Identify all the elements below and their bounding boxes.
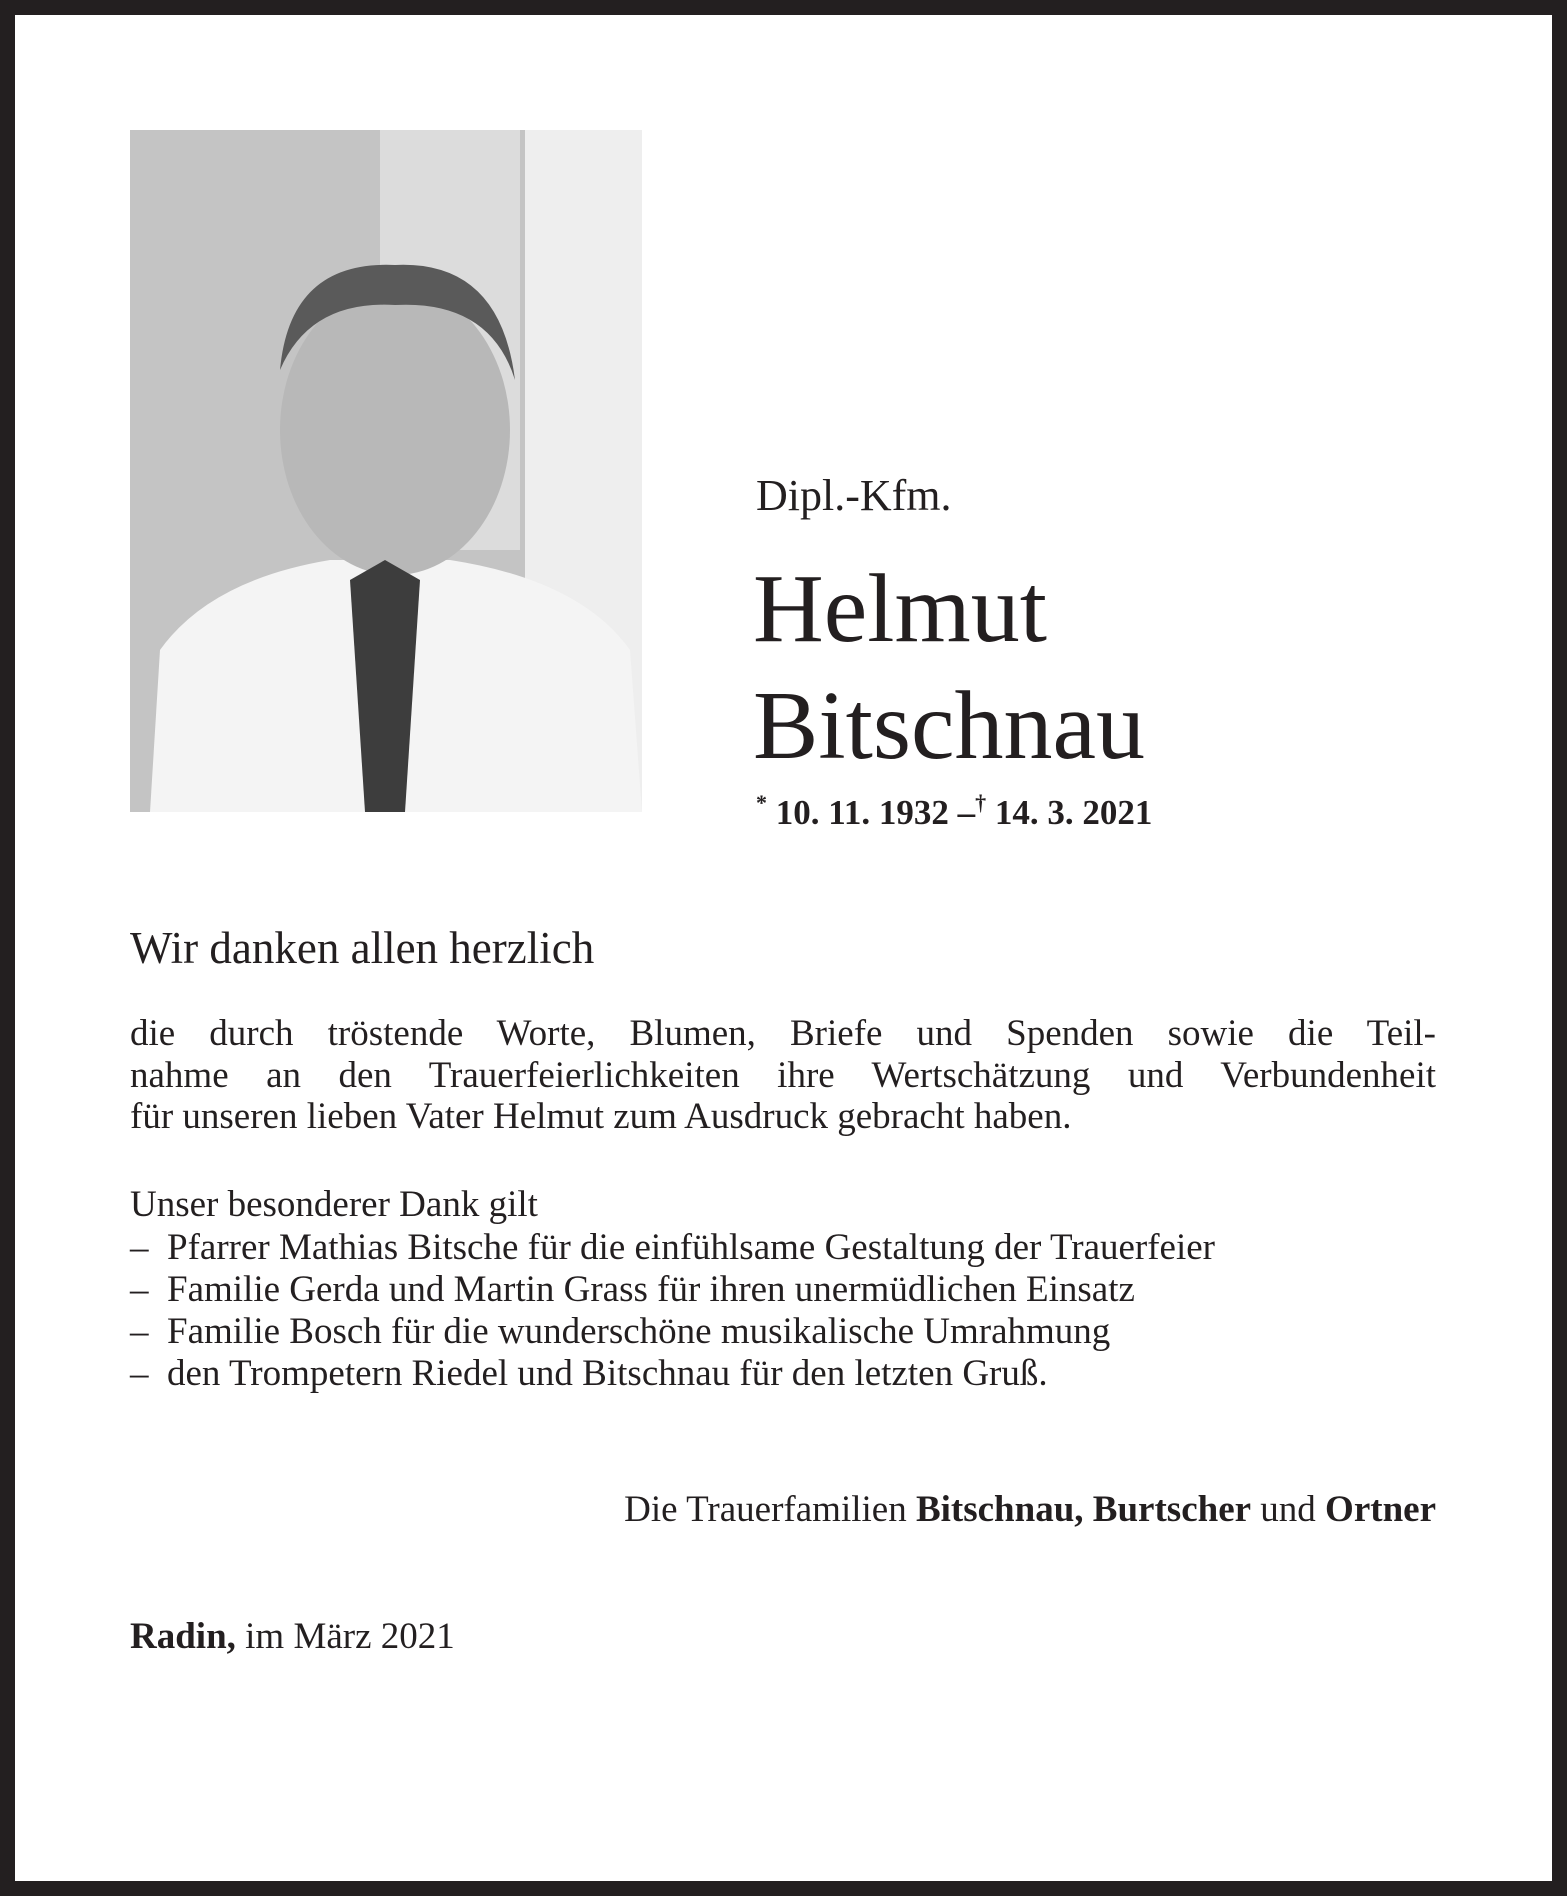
date-separator: – — [957, 793, 976, 832]
family-name: Bitschnau, — [915, 1489, 1084, 1530]
date: im März 2021 — [235, 1616, 455, 1657]
list-item-text: Familie Gerda und Martin Grass für ihren unermüdlichen Einsatz — [167, 1269, 1135, 1310]
special-thanks-list — [130, 1227, 1215, 1395]
signature-prefix: Die Trauerfamilien — [624, 1489, 916, 1530]
academic-title: Dipl.-Kfm. — [756, 471, 952, 520]
list-item — [130, 1227, 1215, 1269]
birth-symbol: * — [756, 790, 767, 815]
death-date: 14. 3. 2021 — [994, 793, 1153, 832]
special-thanks-intro: Unser besonderer Dank gilt — [130, 1184, 538, 1225]
town: Radin, — [130, 1616, 236, 1657]
portrait-photo — [130, 130, 642, 812]
portrait-image — [130, 130, 642, 812]
list-dash: – — [130, 1269, 149, 1310]
life-dates — [756, 790, 1152, 833]
paragraph-line: die durch tröstende Worte, Blumen, Briefe und Spenden sowie die Teil- — [130, 1013, 1436, 1054]
thanks-heading: Wir danken allen herzlich — [130, 923, 595, 973]
list-item — [130, 1353, 1215, 1395]
paragraph-line: nahme an den Trauerfeierlichkeiten ihre Wertschätzung und Verbundenheit — [130, 1054, 1436, 1096]
birth-date: 10. 11. 1932 — [775, 793, 949, 832]
signature-connector: und — [1251, 1489, 1326, 1530]
list-dash: – — [130, 1311, 149, 1352]
last-name: Bitschnau — [753, 672, 1145, 780]
list-item-text: Pfarrer Mathias Bitsche für die einfühlsame Gestaltung der Trauerfeier — [167, 1227, 1215, 1268]
paragraph-line: für unseren lieben Vater Helmut zum Ausdruck gebracht haben. — [130, 1096, 1072, 1137]
family-name: Burtscher — [1092, 1489, 1252, 1530]
list-dash: – — [130, 1353, 149, 1394]
thanks-paragraph — [130, 1013, 1436, 1138]
place-date — [130, 1615, 455, 1658]
obituary-page — [15, 15, 1552, 1881]
list-item — [130, 1269, 1215, 1311]
family-name: Ortner — [1325, 1489, 1436, 1530]
list-item — [130, 1311, 1215, 1353]
list-item-text: den Trompetern Riedel und Bitschnau für den letzten Gruß. — [167, 1353, 1048, 1394]
signature — [624, 1488, 1436, 1531]
death-symbol: † — [975, 790, 987, 815]
list-item-text: Familie Bosch für die wunderschöne musikalische Umrahmung — [167, 1311, 1111, 1352]
first-name: Helmut — [753, 555, 1047, 663]
list-dash: – — [130, 1227, 149, 1268]
